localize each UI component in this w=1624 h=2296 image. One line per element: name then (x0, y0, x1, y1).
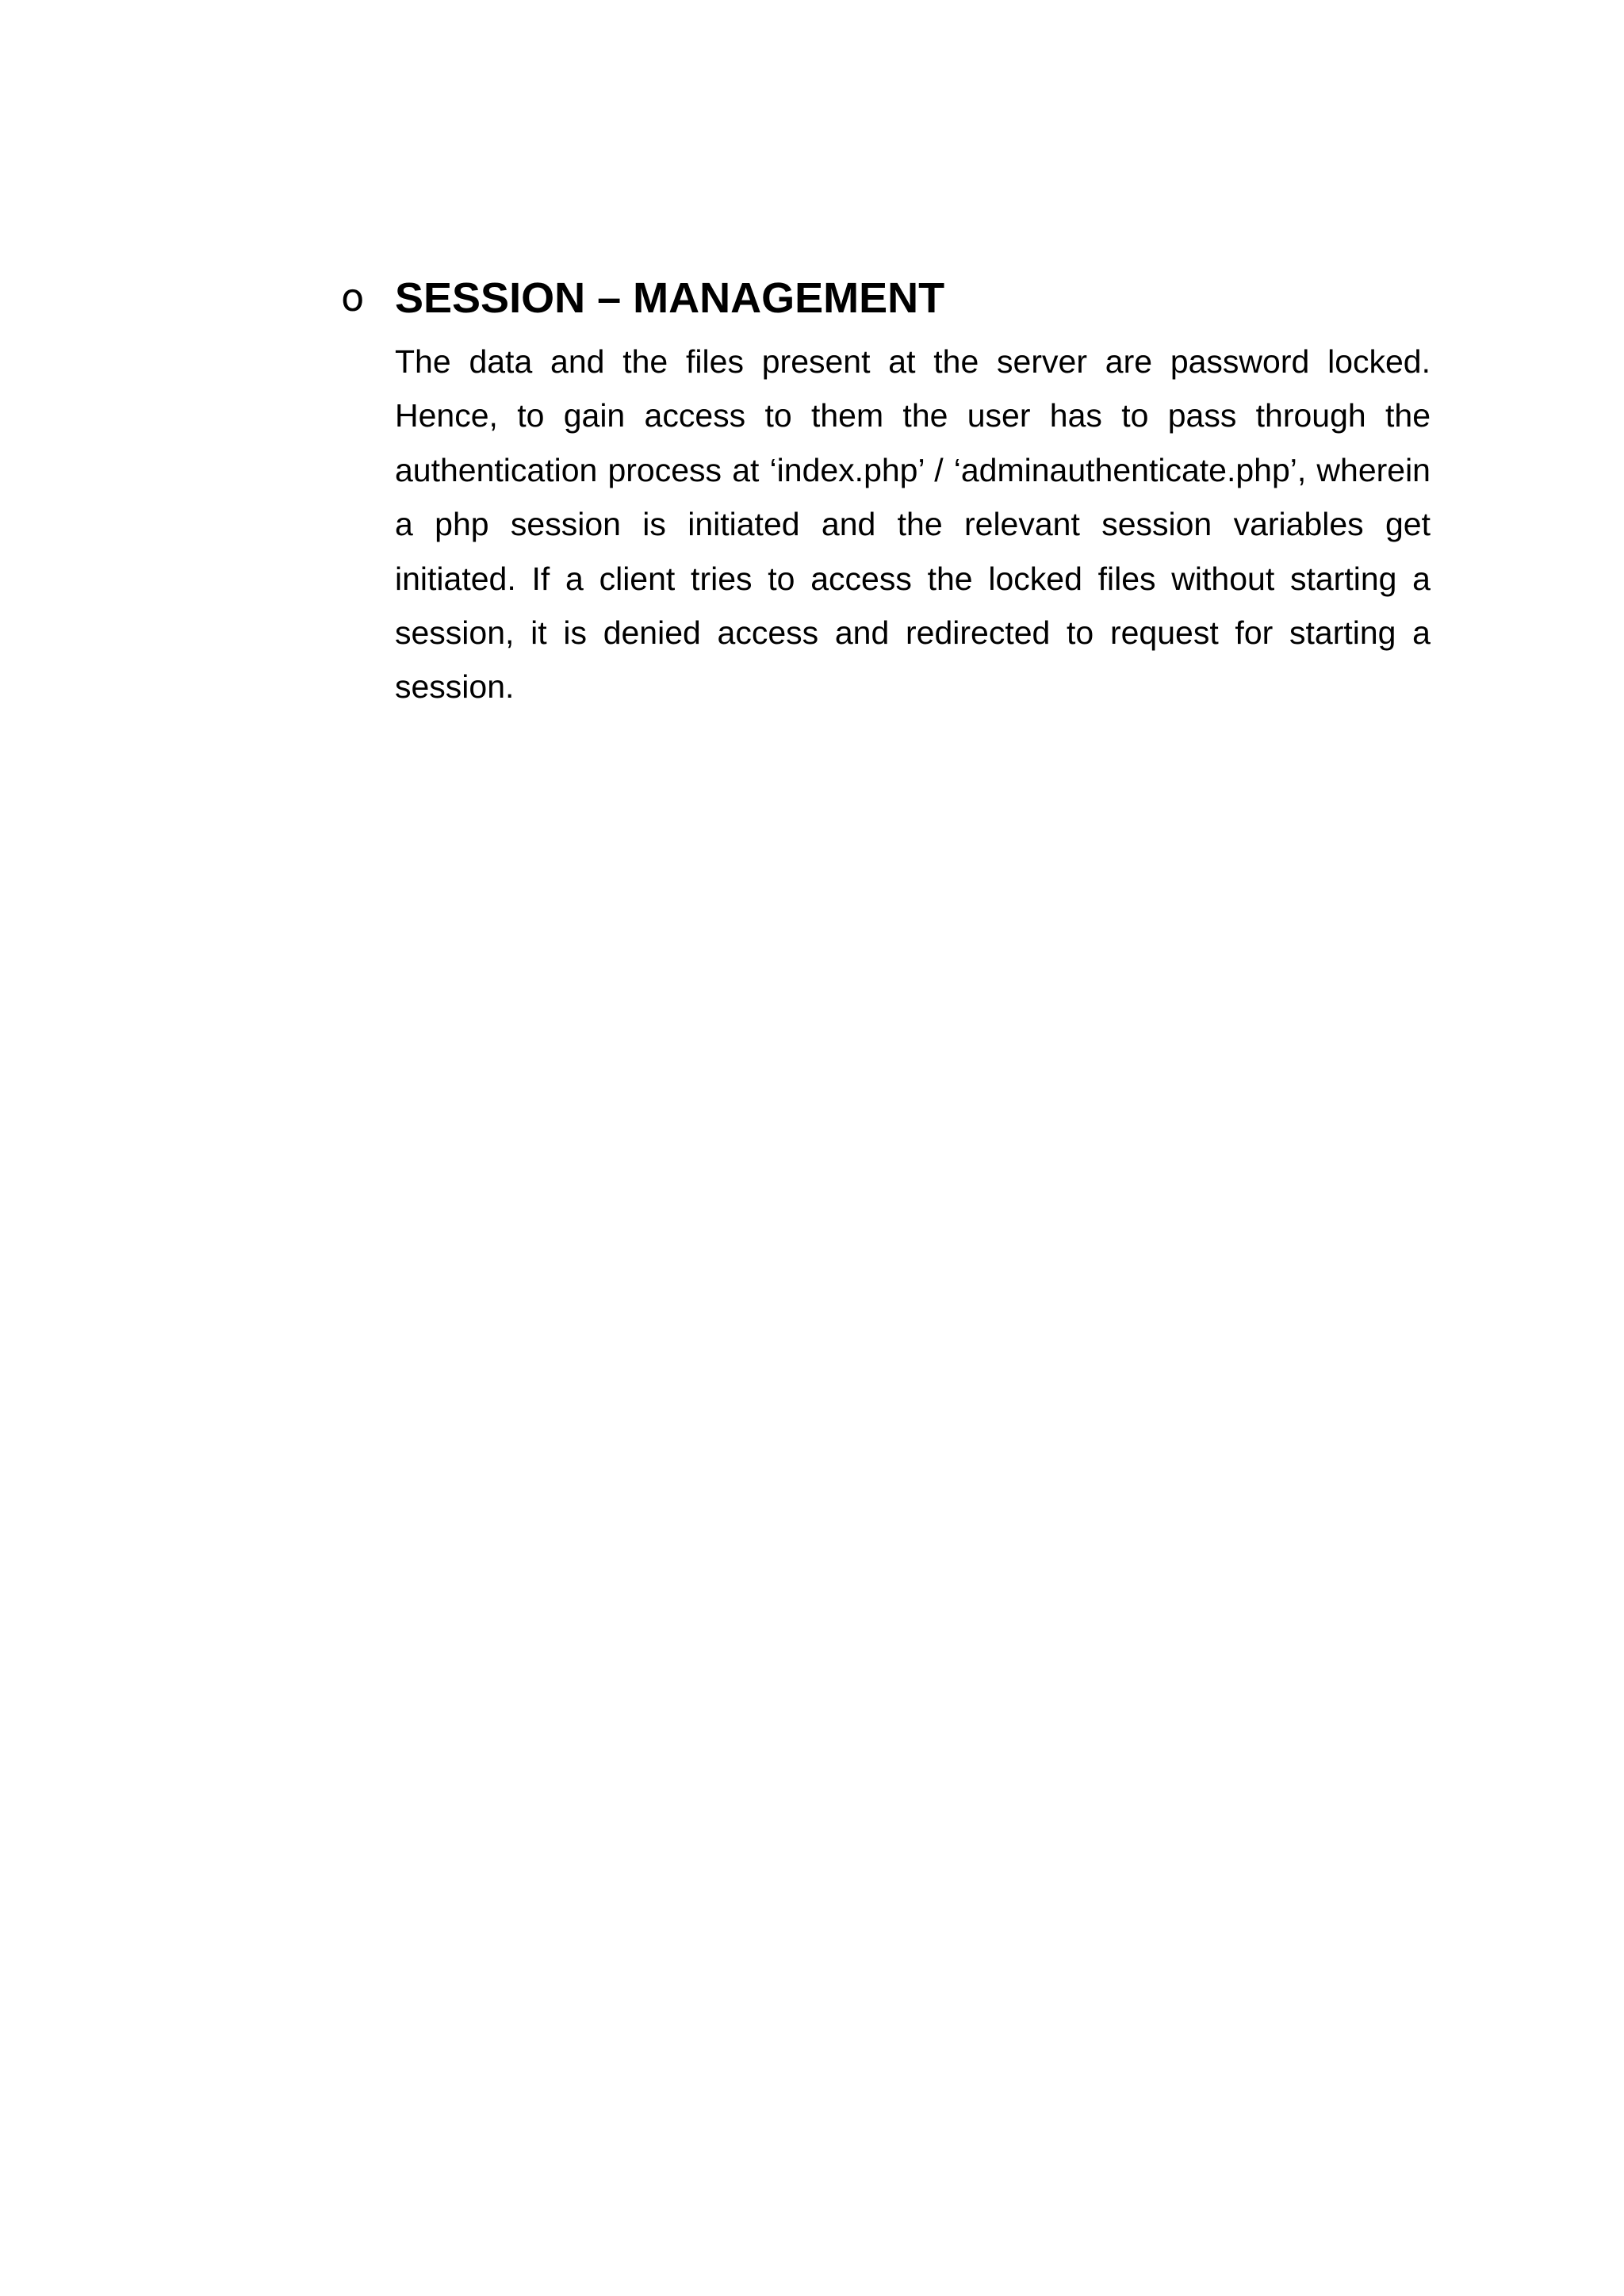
section-paragraph: The data and the files present at the server are password locked. Hence, to gain access to them the user has to pass through the authentication process at ‘index.php’ / ‘adminauthenticate.php’, wherein a php session is initiated and the relevant session variables get initiated. If a client tries to access the locked files without starting a session, it is denied access and redirected to request for starting a session. (395, 343, 1431, 706)
section-heading: SESSION – MANAGEMENT (395, 274, 945, 322)
list-bullet: o (341, 276, 365, 320)
